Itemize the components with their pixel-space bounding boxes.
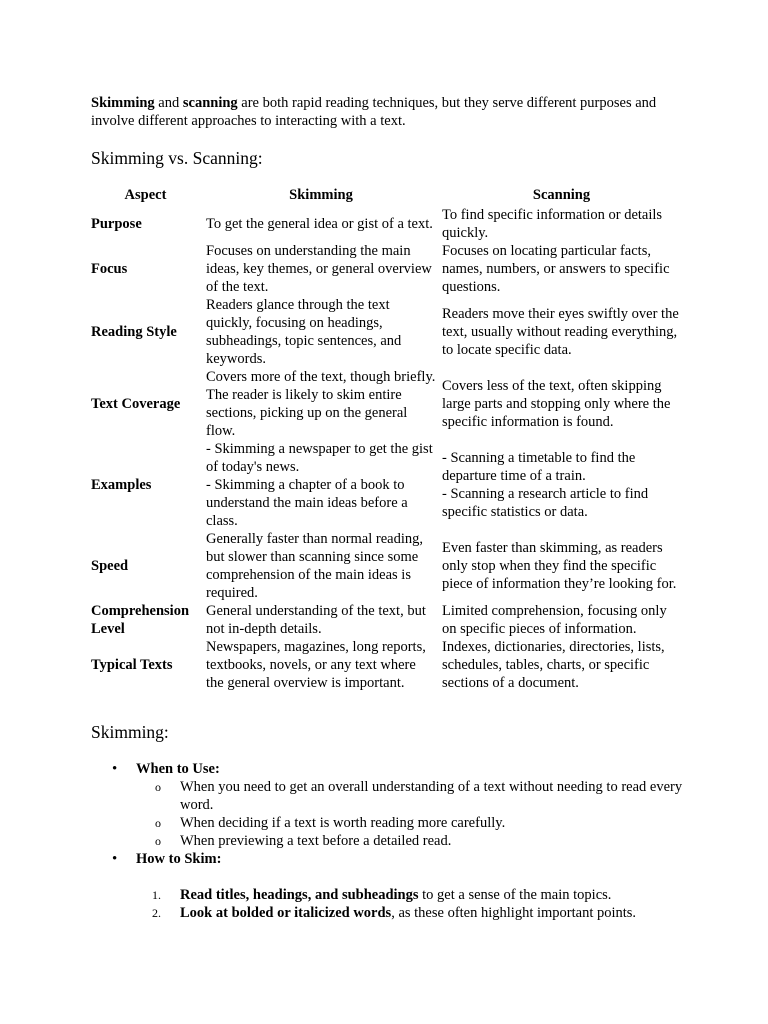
list-item-text: When deciding if a text is worth reading more carefully.	[180, 815, 506, 831]
table-row	[88, 206, 684, 242]
list-item	[152, 814, 708, 832]
skimming-cell: Generally faster than normal reading, but slower than scanning since some comprehension of the main ideas is required.	[206, 531, 424, 601]
term-scanning: scanning	[182, 95, 238, 111]
scanning-cell: To find specific information or details quickly.	[442, 207, 663, 241]
skimming-cell: General understanding of the text, but not in-depth details.	[206, 603, 426, 637]
list-item	[152, 904, 708, 922]
aspect-cell: Focus	[91, 261, 128, 277]
aspect-cell: Speed	[91, 558, 129, 574]
table-row	[88, 296, 684, 368]
list-item-when-to-use	[108, 760, 708, 850]
bullet-icon: •	[112, 851, 118, 867]
skimming-cell: Covers more of the text, though briefly. The reader is likely to skim entire sections, picking up on the general flow.	[206, 369, 436, 439]
step-text: to get a sense of the main topics.	[418, 887, 612, 903]
step-number: 2.	[152, 906, 161, 920]
when-to-use-label: When to Use:	[136, 761, 220, 777]
intro-and: and	[158, 95, 180, 111]
comparison-table	[88, 184, 684, 692]
header-aspect: Aspect	[124, 187, 167, 203]
term-skimming: Skimming	[91, 95, 155, 111]
header-scanning: Scanning	[532, 187, 591, 203]
aspect-cell: Purpose	[91, 216, 142, 232]
how-to-skim-label: How to Skim:	[136, 851, 222, 867]
list-item	[152, 778, 708, 814]
step-bold-text: Read titles, headings, and subheadings	[180, 887, 419, 903]
scanning-cell: Covers less of the text, often skipping large parts and stopping only where the specific information is found.	[442, 378, 671, 430]
list-item	[152, 886, 708, 904]
circle-bullet-icon: o	[155, 834, 161, 848]
list-item-text: When you need to get an overall understanding of a text without needing to read every word.	[180, 779, 683, 813]
step-text: , as these often highlight important points.	[391, 905, 637, 921]
scanning-cell: - Scanning a timetable to find the departure time of a train. - Scanning a research article to find specific statistics or data.	[442, 450, 649, 520]
table-row	[88, 440, 684, 530]
how-to-skim-steps	[136, 868, 708, 922]
scanning-cell: Even faster than skimming, as readers only stop when they find the specific piece of information they’re looking for.	[442, 540, 677, 592]
skimming-heading: Skimming:	[91, 722, 169, 742]
table-row	[88, 368, 684, 440]
intro-paragraph	[91, 94, 691, 130]
step-bold-text: Look at bolded or italicized words	[180, 905, 392, 921]
comparison-heading: Skimming vs. Scanning:	[91, 148, 263, 168]
list-item	[152, 832, 708, 850]
circle-bullet-icon: o	[155, 816, 161, 830]
table-row	[88, 638, 684, 692]
header-skimming: Skimming	[289, 187, 353, 203]
aspect-cell: Examples	[91, 477, 152, 493]
table-row	[88, 602, 684, 638]
bullet-icon: •	[112, 761, 118, 777]
scanning-cell: Focuses on locating particular facts, names, numbers, or answers to specific questions.	[442, 243, 670, 295]
aspect-cell: Text Coverage	[91, 396, 181, 412]
table-row	[88, 530, 684, 602]
when-to-use-sublist	[136, 778, 708, 850]
circle-bullet-icon: o	[155, 780, 161, 794]
list-item-text: When previewing a text before a detailed read.	[180, 833, 452, 849]
aspect-cell: Comprehension Level	[91, 603, 190, 637]
skimming-cell: Readers glance through the text quickly, focusing on headings, subheadings, topic sentences, and keywords.	[206, 297, 402, 367]
scanning-cell: Indexes, dictionaries, directories, lists, schedules, tables, charts, or specific sections of a document.	[442, 639, 665, 691]
skimming-cell: Focuses on understanding the main ideas, key themes, or general overview of the text.	[206, 243, 432, 295]
aspect-cell: Reading Style	[91, 324, 177, 340]
table-row	[88, 242, 684, 296]
list-item-how-to-skim	[108, 850, 708, 922]
step-number: 1.	[152, 888, 161, 902]
scanning-cell: Readers move their eyes swiftly over the text, usually without reading everything, to locate specific data.	[442, 306, 679, 358]
skimming-cell: To get the general idea or gist of a text.	[206, 216, 433, 232]
skimming-cell: Newspapers, magazines, long reports, textbooks, novels, or any text where the general overview is important.	[206, 639, 426, 691]
aspect-cell: Typical Texts	[91, 657, 173, 673]
skimming-cell: - Skimming a newspaper to get the gist of today's news. - Skimming a chapter of a book to understand the main ideas before a class.	[206, 441, 433, 529]
scanning-cell: Limited comprehension, focusing only on specific pieces of information.	[442, 603, 667, 637]
intro-rest: are both rapid reading techniques, but they serve different purposes and involve different approaches to interacting with a text.	[91, 95, 657, 129]
table-header-row	[88, 184, 684, 206]
skimming-list	[108, 760, 708, 922]
